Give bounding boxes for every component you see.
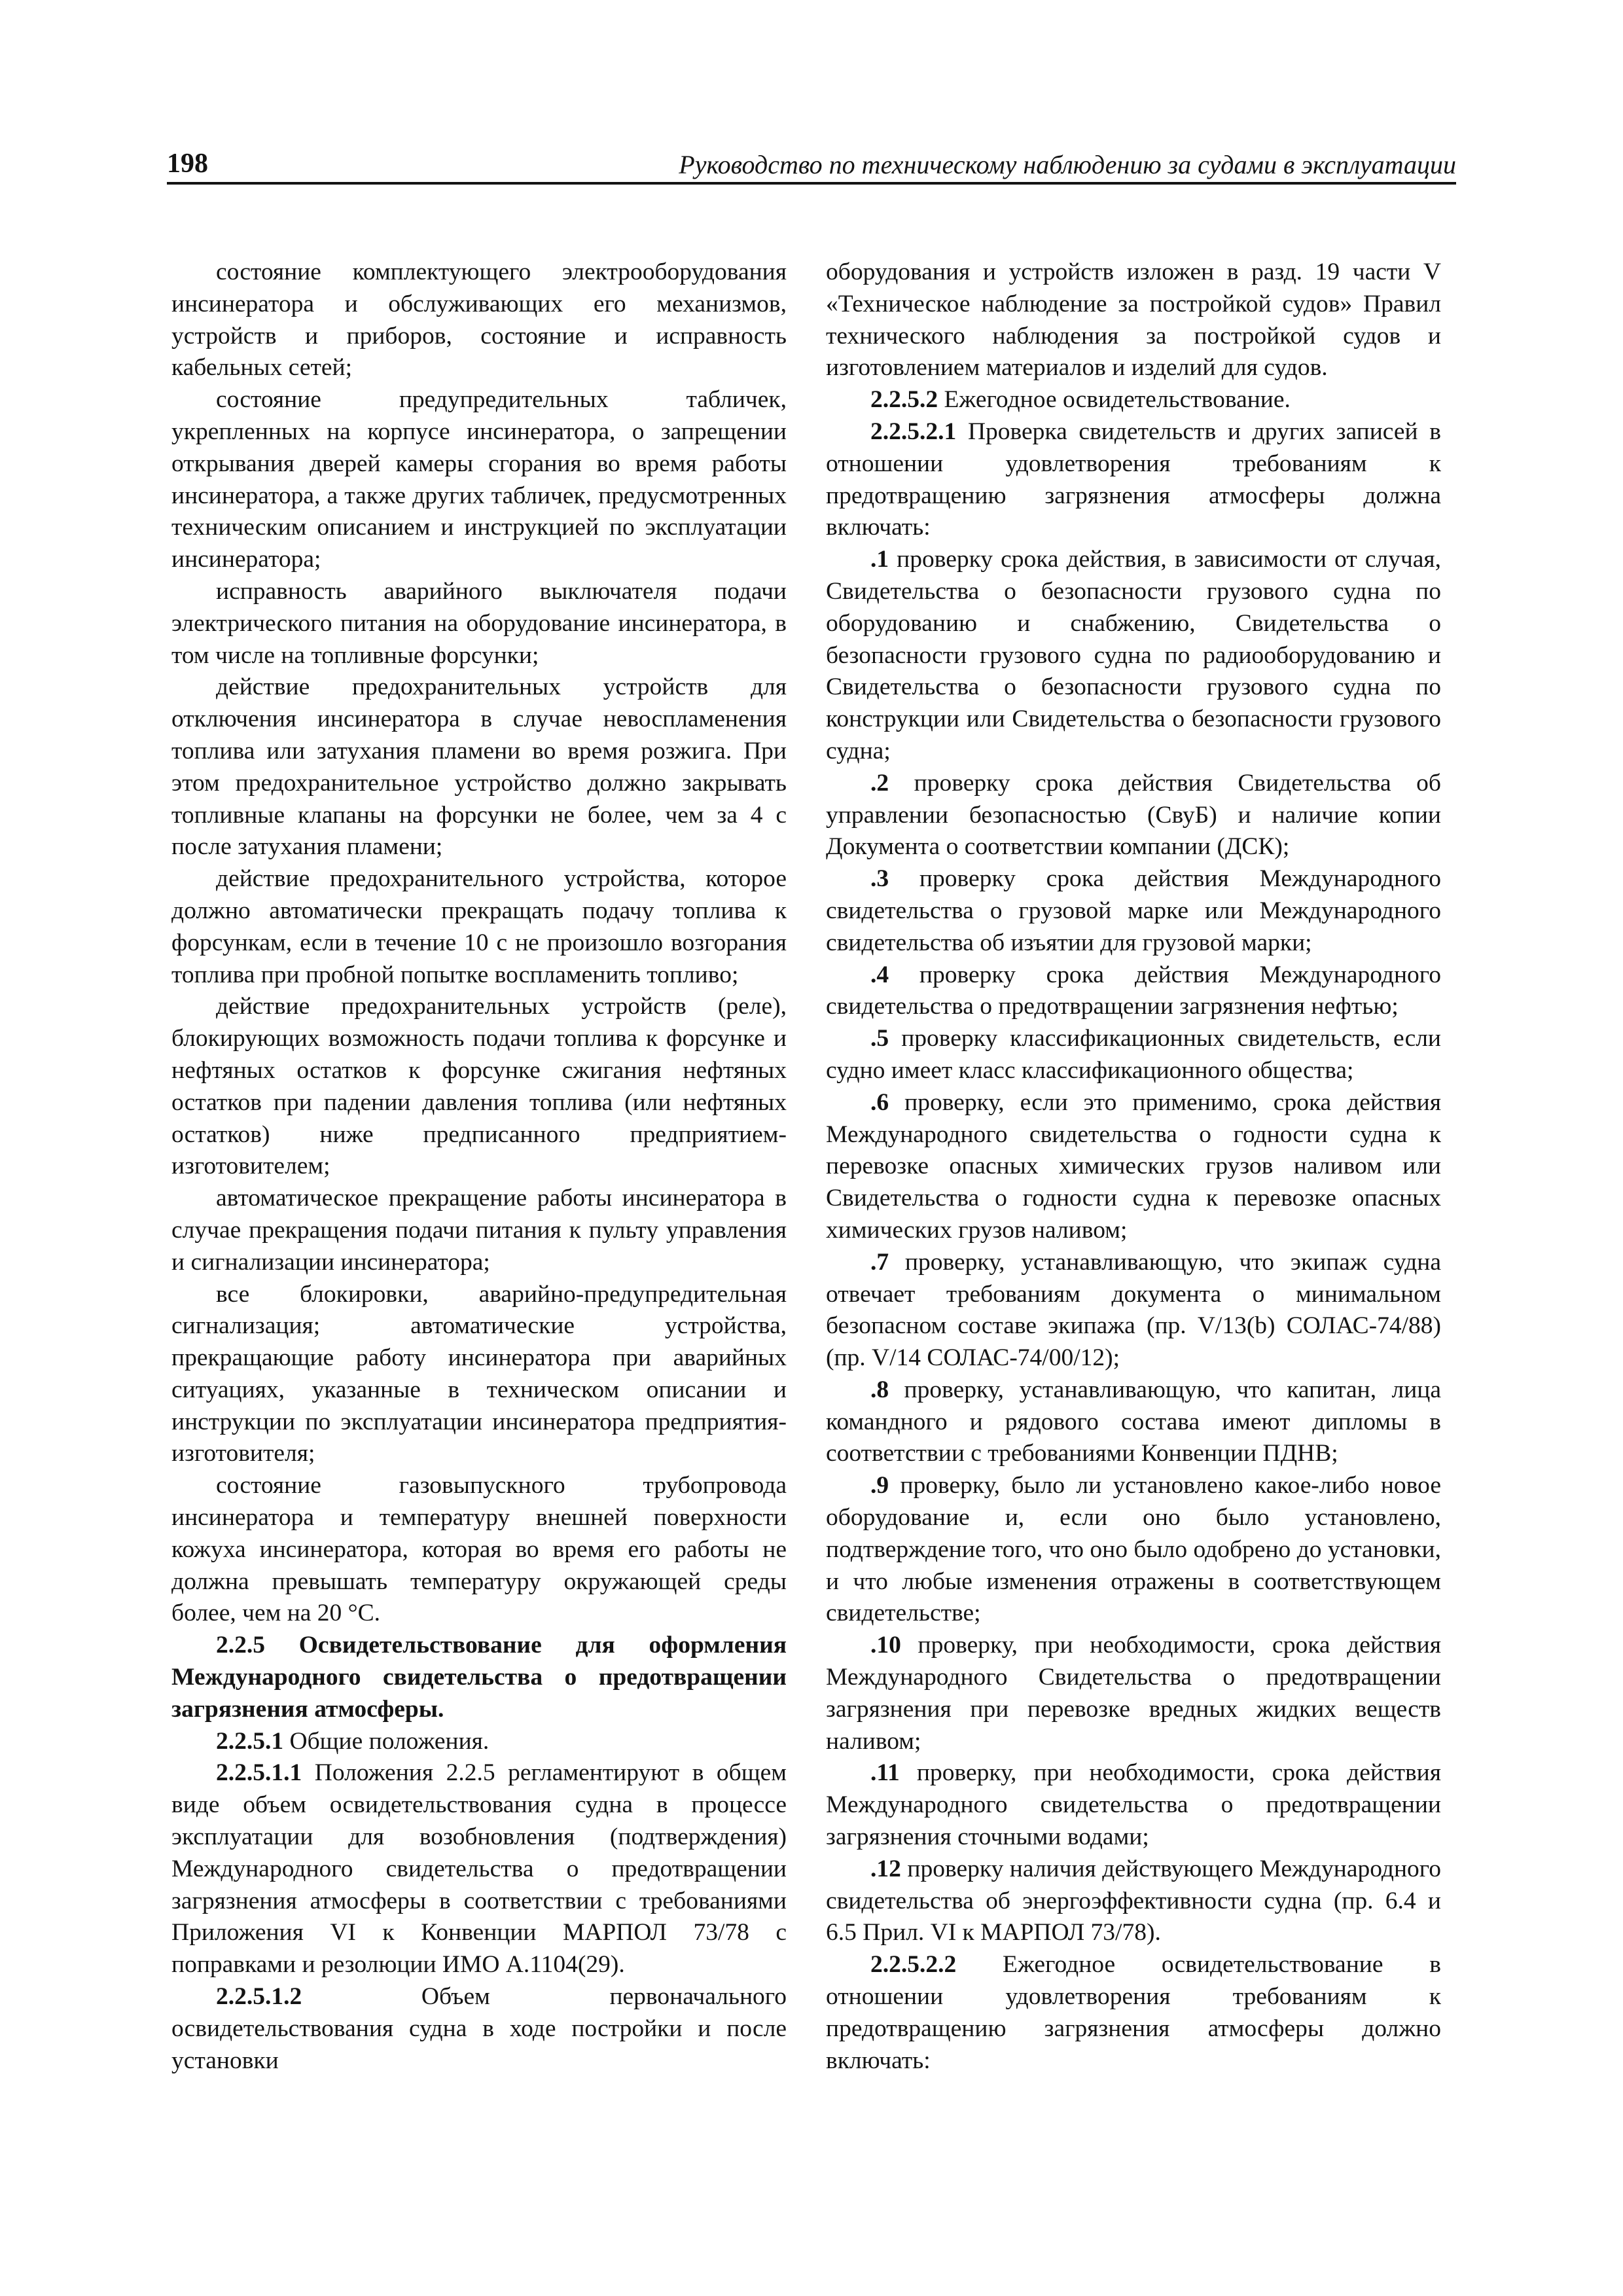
list-item bbox=[826, 960, 1441, 1024]
item-text: проверку, устанавливающую, что капитан, лица командного и рядового состава имеют дипломы в соответствии с требованиями Конвенции ПДНВ; bbox=[826, 1376, 1441, 1467]
paragraph: все блокировки, аварийно-предупредительная сигнализация; автоматические устройства, прекращающие работу инсинератора при аварийных ситуациях, указанные в техническом описании и инструкции по эксплуатации инсинератора предприятия-изготовителя; bbox=[171, 1280, 787, 1467]
item-number: .9 bbox=[870, 1472, 889, 1499]
subsection bbox=[826, 416, 1441, 544]
list-item bbox=[826, 1247, 1441, 1374]
section-title: Освидетельствование для оформления Международного свидетельства о предотвращении загрязнения атмосферы. bbox=[171, 1632, 787, 1723]
page-number: 198 bbox=[167, 149, 208, 179]
section-number: 2.2.5 bbox=[216, 1632, 265, 1659]
list-item bbox=[826, 1374, 1441, 1470]
right-column bbox=[826, 257, 1441, 2077]
paragraph: состояние предупредительных табличек, укрепленных на корпусе инсинератора, о запрещении открывания дверей камеры сгорания во время работы инсинератора, а также других табличек, предусмотренных техническим описанием и инструкцией по эксплуатации инсинератора; bbox=[171, 386, 787, 573]
item-text: проверку, при необходимости, срока действия Международного свидетельства о предотвращении загрязнения сточными водами; bbox=[826, 1759, 1441, 1851]
section-text: Ежегодное освидетельствование. bbox=[938, 386, 1291, 414]
item-text: проверку, было ли установлено какое-либо новое оборудование и, если оно было установлено, подтверждение того, что оно было одобрено до установки, и что любые изменения отражены в соответствующем свидетельстве; bbox=[826, 1472, 1441, 1627]
subsection bbox=[171, 1757, 787, 1981]
section-text: Положения 2.2.5 регламентируют в общем виде объем освидетельствования судна в процессе эксплуатации для возобновления (подтверждения) Международного свидетельства о предотвращении загрязнения атмосферы в соответствии с требованиями Приложения VI к Конвенции МАРПОЛ 73/78 с поправками и резолюции ИМО A.1104(29). bbox=[171, 1759, 787, 1979]
subsection bbox=[171, 1981, 787, 2077]
item-number: .3 bbox=[870, 865, 889, 893]
list-item bbox=[826, 863, 1441, 959]
page-header bbox=[167, 145, 1456, 185]
subsection bbox=[826, 384, 1441, 416]
list-item bbox=[826, 1630, 1441, 1757]
item-number: .12 bbox=[870, 1855, 901, 1882]
section-heading bbox=[171, 1630, 787, 1725]
subsection bbox=[171, 1726, 787, 1758]
list-item bbox=[826, 1470, 1441, 1630]
list-item bbox=[826, 1757, 1441, 1853]
list-item bbox=[826, 1023, 1441, 1087]
section-number: 2.2.5.1.1 bbox=[216, 1759, 302, 1787]
section-text: Проверка свидетельств и других записей в отношении удовлетворения требованиям к предотвращению загрязнения атмосферы должна включать: bbox=[826, 418, 1441, 541]
paragraph: действие предохранительных устройств (реле), блокирующих возможность подачи топлива к форсунке и нефтяных остатков к форсунке сжигания нефтяных остатков при падении давления топлива (или нефтяных остатков) ниже предписанного предприятием-изготовителем; bbox=[171, 993, 787, 1180]
item-number: .11 bbox=[870, 1759, 900, 1787]
subsection bbox=[826, 1949, 1441, 2077]
item-number: .2 bbox=[870, 769, 889, 797]
section-text: Общие положения. bbox=[283, 1727, 490, 1755]
section-text: Ежегодное освидетельствование в отношении удовлетворения требованиям к предотвращению загрязнения атмосферы должно включать: bbox=[826, 1951, 1441, 2074]
item-text: проверку, устанавливающую, что экипаж судна отвечает требованиям документа о минимальном безопасном составе экипажа (пр. V/13(b) СОЛАС-74/88) (пр. V/14 СОЛАС-74/00/12); bbox=[826, 1248, 1441, 1372]
list-item bbox=[826, 1087, 1441, 1247]
item-text: проверку срока действия Международного свидетельства о предотвращении загрязнения нефтью; bbox=[826, 961, 1441, 1020]
item-text: проверку, при необходимости, срока действия Международного Свидетельства о предотвращении загрязнения при перевозке вредных жидких веществ наливом; bbox=[826, 1632, 1441, 1755]
section-number: 2.2.5.2.1 bbox=[870, 418, 957, 445]
paragraph: состояние комплектующего электрооборудования инсинератора и обслуживающих его механизмов, устройств и приборов, состояние и исправность кабельных сетей; bbox=[171, 259, 787, 382]
list-item bbox=[826, 768, 1441, 863]
section-number: 2.2.5.1 bbox=[216, 1727, 284, 1755]
paragraph: состояние газовыпускного трубопровода инсинератора и температуру внешней поверхности кожуха инсинератора, которая во время его работы не должна превышать температуру окружающей среды более, чем на 20 °С. bbox=[171, 1472, 787, 1627]
section-number: 2.2.5.2 bbox=[870, 386, 938, 414]
paragraph-continued: оборудования и устройств изложен в разд. 19 части V «Техническое наблюдение за постройкой судов» Правил технического наблюдения за постройкой судов и изготовлением материалов и изделий для судов. bbox=[826, 259, 1441, 382]
paragraph: исправность аварийного выключателя подачи электрического питания на оборудование инсинератора, в том числе на топливные форсунки; bbox=[171, 577, 787, 669]
section-number: 2.2.5.2.2 bbox=[870, 1951, 957, 1979]
list-item bbox=[826, 544, 1441, 768]
left-column bbox=[171, 257, 787, 2077]
section-number: 2.2.5.1.2 bbox=[216, 1983, 302, 2011]
paragraph: автоматическое прекращение работы инсинератора в случае прекращения подачи питания к пульту управления и сигнализации инсинератора; bbox=[171, 1185, 787, 1276]
item-text: проверку срока действия Международного свидетельства о грузовой марке или Международного свидетельства об изъятии для грузовой марки; bbox=[826, 865, 1441, 956]
paragraph: действие предохранительных устройств для отключения инсинератора в случае невоспламенения топлива или затухания пламени во время розжига. При этом предохранительное устройство должно закрывать топливные клапаны на форсунки не более, чем за 4 с после затухания пламени; bbox=[171, 673, 787, 861]
item-number: .6 bbox=[870, 1088, 889, 1116]
item-number: .10 bbox=[870, 1632, 901, 1659]
running-title: Руководство по техническому наблюдению за судами в эксплуатации bbox=[679, 150, 1456, 179]
section-text: Объем первоначального освидетельствования судна в ходе постройки и после установки bbox=[171, 1983, 787, 2074]
item-number: .5 bbox=[870, 1025, 889, 1052]
list-item bbox=[826, 1854, 1441, 1949]
item-text: проверку срока действия Свидетельства об управлении безопасностью (СвуБ) и наличие копии Документа о соответствии компании (ДСК); bbox=[826, 769, 1441, 861]
item-text: проверку, если это применимо, срока действия Международного свидетельства о годности судна к перевозке опасных химических грузов наливом или Свидетельства о годности судна к перевозке опасных химических грузов наливом; bbox=[826, 1088, 1441, 1244]
item-text: проверку срока действия, в зависимости от случая, Свидетельства о безопасности грузового судна по оборудованию и снабжению, Свидетельства о безопасности грузового судна по радиооборудованию и Свидетельства о безопасности грузового судна по конструкции или Свидетельства о безопасности грузового судна; bbox=[826, 546, 1441, 764]
item-text: проверку наличия действующего Международного свидетельства об энергоэффективности судна (пр. 6.4 и 6.5 Прил. VI к МАРПОЛ 73/78). bbox=[826, 1855, 1441, 1946]
item-text: проверку классификационных свидетельств, если судно имеет класс классификационного общества; bbox=[826, 1025, 1441, 1084]
paragraph: действие предохранительного устройства, которое должно автоматически прекращать подачу топлива к форсункам, если в течение 10 с не произошло возгорания топлива при пробной попытке воспламенить топливо; bbox=[171, 865, 787, 988]
item-number: .7 bbox=[870, 1248, 889, 1276]
item-number: .8 bbox=[870, 1376, 889, 1403]
item-number: .1 bbox=[870, 546, 889, 573]
item-number: .4 bbox=[870, 961, 889, 988]
